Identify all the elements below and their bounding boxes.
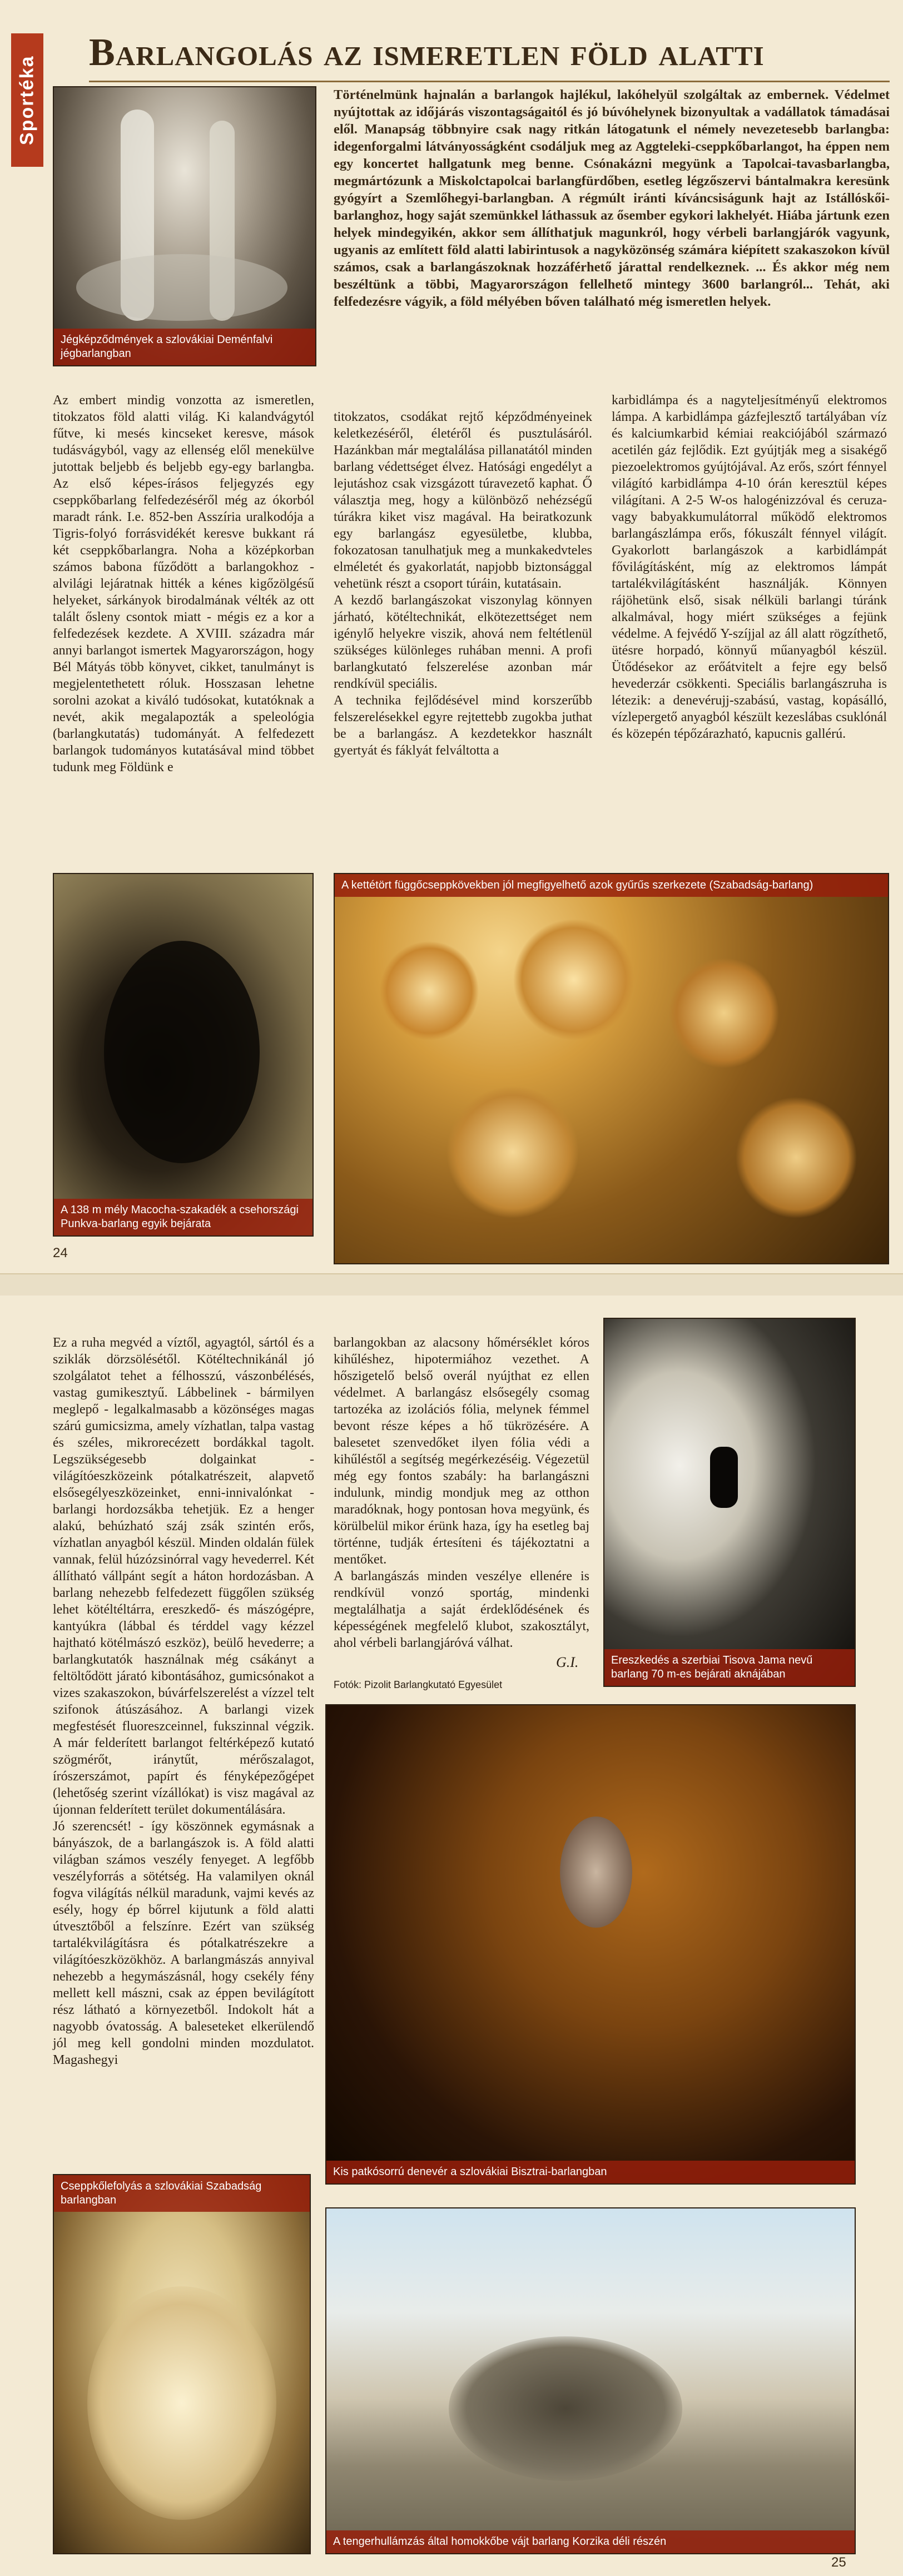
body-text: barlangokban az alacsony hőmérséklet kóros kihűléshez, hipotermiához vezethet. A hőszigetelő belső overál nyújthat ez ellen védelmet. A barlangász elsősegély csomag tartozéka az izolációs fólia, melynek fémmel bevont része képes a hő tükrözésére. A balesetet szenvedőket ilyen fólia védi a kihűléstől a segítség megérkezéséig. Végezetül még egy fontos szabály: ha barlangászni indulunk, mindig mondjuk meg az otthon maradóknak, hogy pontosan hova megyünk, és körülbelül mikor érünk haza, így ha esetleg baj történne, tudják értesíteni és tájékoztatni a mentőket. A barlangászás minden veszélye ellenére is rendkívül vonzó sportág, mindenki megtalálhatja a saját érdeklődésének és képességének megfelelő klubot, szakosztályt, ahol vérbeli barlangjáróvá válhat. [334,1336,589,1650]
photo-caption: Cseppkőlefolyás a szlovákiai Szabadság barlangban [54,2175,310,2212]
page-gutter [0,1273,903,1298]
photo-caption: Kis patkósorrú denevér a szlovákiai Bisztrai-barlangban [326,2161,855,2183]
photo-descent-shaft [603,1318,856,1687]
photo-caption: A 138 m mély Macocha-szakadék a csehországi Punkva-barlang egyik bejárata [54,1199,312,1235]
section-tab: Sportéka [11,33,43,167]
article-title: Barlangolás az ismeretlen föld alatti [89,31,765,74]
page-number: 25 [831,2555,846,2570]
photo-credit: Fotók: Pizolit Barlangkutató Egyesület [334,1679,503,1690]
photo-stalactites [334,873,889,1264]
photo-ice-cave [53,86,316,366]
magazine-page-left [0,0,903,1273]
page-number: 24 [53,1245,68,1260]
photo-bat [325,1704,856,2185]
body-text: karbidlámpa és a nagyteljesítményű elektromos lámpa. A karbidlámpa gázfejlesztő tartályában víz és kalciumkarbid kémiai reakciójából származó acetilén gáz fejlődik. Ezt gyújtják meg a sisakégő piezoelektromos gyújtójával. Az erős, szórt fénnyel világító karbidlámpa 4-10 órán keresztül képes világítani. A 2-5 W-os halogénizzóval és ceruza- vagy babyakkumulátorral működő elektromos barlangászlámpa erős, fókuszált fénnyel világít. Gyakorlott barlangászok a karbidlámpát fővilágításként, míg az elektromos lámpát tartalékvilágításként használják. Könnyen rájöhetünk első, sisak nélküli barlangi túránk alkalmával, hogy miért szükséges a fejünk védelme. A fejvédő Y-szíjjal az áll alatt rögzíthető, ütésre horpadó, könnyű műanyagból készül. Ütődésekor az erőátvitelt a fejre egy belső hevederzár csökkenti. Speciális barlangászruha is létezik: a denevérujj-szabású, vastag, kopásálló, vízlepergető anyagból készült kezeslábas csuklónál és közepén tépőzárazható, kapucnis gallérú. [612,393,887,741]
body-text: Az embert mindig vonzotta az ismeretlen, titokzatos föld alatti világ. Ki kalandvágytól fűtve, ki mesés kincseket keresve, mások tudásvágyból, vagy az ellenség elől menekülve jutottak beljebb és beljebb egy-egy barlangba. Az első képes-írásos feljegyzés egy cseppkőbarlang felfedezéséről még az ókorból maradt ránk. I.e. 852-ben Asszíria uralkodója a Tigris-folyó forrásvidékét keresve bukkant rá két cseppkőbarlangra. Noha a középkorban számos babona fűződött a barlangokhoz - alvilági lejáratnak hitték a kénes kigőzölgésű helyeket, sárkányok birodalmának vélték az ott talált ősleny csontok miatt - mégis ez a kor a felfedezések kezdete. A XVIII. századra már annyi barlangot ismertek Magyarországon, hogy Bél Mátyás több könyvet, cikket, tanulmányt is megjelentethetett róluk. Hosszasan lehetne sorolni azokat a kiváló tudósokat, kutatóknak a nevét, akik megalapozták a speleológia (barlangkutatás) tudományát. A felfedezett barlangok tudományos kutatásával mind többet tudunk meg Földünk e [53,393,314,775]
lead-paragraph: Történelmünk hajnalán a barlangok hajlékul, lakóhelyül szolgáltak az embernek. Védelmet nyújtottak az időjárás viszontagságaitól és jó búvóhelynek bizonyultak a vadállatok támadásai elől. Manapság többnyire csak nagy ritkán látogatunk el némely nevezetesebb barlangba: idegenforgalmi látványosságként csodáljuk meg az Aggteleki-cseppkőbarlangot, ha éppen nem egy koncertet hallgatunk meg benne. Csónakázni megyünk a Tapolcai-tavasbarlangba, megmártózunk a Miskolctapolcai barlangfürdőben, esetleg légzőszervi bántalmakra keresünk gyógyírt a Szemlőhegyi-barlangban. A régmúlt iránti kíváncsiságunk hajt az Istállóskői-barlanghoz, hogy saját szemünkkel láthassuk az ősember egykori lakhelyét. Hiába jártunk ezen helyek mindegyikén, akkor sem állíthatjuk magunkról, hogy vérbeli barlangjárók vagyunk, ugyanis az említett föld alatti labirintusok a nagyközönség számára kiépített szakaszokon kívül számos, csak a barlangászoknak hozzáférhető járattal rendelkeznek. ... És akkor még nem beszéltünk a többi, Magyarországon fellelhető mintegy 3600 barlangról... Tehát, aki felfedezésre vágyik, a föld mélyében bőven található még ismeretlen helyek. [334,87,890,309]
body-text: Ez a ruha megvéd a víztől, agyagtól, sártól és a sziklák dörzsölésétől. Kötéltechnikánál jó szolgálatot tehet a félhosszú, vászonbélésés, vastag gumikesztyű. Lábbelinek - bármilyen meglepő - legalkalmasabb a közönséges magas szárú gumicsizma, amely vízhatlan, talpa vastag és széles, mikrorecézett bordákkal tagolt. Legszükségesebb dolgainkat - világítóeszközeink pótalkatrészeit, alapvető elsősegélyeszközeinket, enni-innivalónkat - barlangi hordozsákba tehetjük. Ez a henger alakú, behúzható száj zsák szintén erős, vízhatlan anyagból készül. Minden oldalán fülek vannak, felül húzózsinórral vagy hevederrel. Két állítható vállpánt segít a háton hordozásban. A barlang nehezebb felfedezett függőlen szükség lehet kötéltéltárra, ereszkedő- és mászógépre, kantyúkra (lábbal és térddel vagy kézzel hajtható kötélmászó eszköz), beülő hevederre; a barlangkutatók használnak még csákányt a feltöltődött járató kibontásához, gumicsónakot a vizes szakaszokon, búvárfelszerelést a vízzel telt szifonok átúszásához. A barlangi vizek megfestését fluoreszceinnel, fukszinnal végzik. A már felderített barlangot feltérképező kutató szögmérőt, iránytűt, mérőszalagot, írószerszámot, papírt és fényképezőgépet (lehetőség szerint vízállókat) is visz magával az újonnan felderített terület dokumentálására. Jó szerencsét! - így köszönnek egymásnak a bányászok, de a barlangászok is. A föld alatti világban számos veszély fenyeget. A legfőbb veszélyforrás a sötétség. Ha valamilyen oknál fogva világítás nélkül maradunk, vajmi kevés az esély, hogy ép bőrrel kijutunk a föld alatti útvesztőből a felszínre. Ezért van szükség tartalékvilágításra és pótalkatrészekre a világítóeszközökhöz. A barlangmászás annyival nehezebb a hegymászásnál, hogy csekély fény mellett kell mászni, csak az éppen bevilágított rész látható a környezetből. Indokolt hát a nagyobb óvatosság. A baleseteket elkerülendő jól meg kell gondolni minden mozdulatot. Magashegyi [53,1336,314,2067]
photo-flowstone [53,2174,311,2554]
photo-macocha-abyss [53,873,314,1237]
photo-caption: A tengerhullámzás által homokkőbe vájt barlang Korzika déli részén [326,2530,855,2553]
body-text: titokzatos, csodákat rejtő képződményeinek keletkezéséről, életéről és pusztulásáról. Hazánkban már megtalálása pillanatától minden barlang védettséget élvez. Hatósági engedélyt a lejutáshoz csak vizsgázott túravezető kaphat. Ő választja meg, hogy a különböző nehézségű túrákra kiket visz magával. Ha beiratkozunk egy barlangász egyesületbe, klubba, fokozatosan tanulhatjuk meg a munkakedvteles elméletét és gyakorlatát, napjobb biztonsággal vehetünk részt a csoport túráin, kutatásain. A kezdő barlangászokat viszonylag könnyen járható, kötéltechnikát, elkötezettséget nem igénylő helyekre viszik, ahová nem feltétlenül szükséges különleges ruhában menni. A profi barlangkutató felszerelése azonban már rendkívül speciális. A technika fejlődésével mind korszerűbb felszerelésekkel egyre rejtettebb zugokba juthat be a barlangász. A kezdetekkor használt gyertyát és fáklyát felváltotta a [334,410,592,758]
photo-caption: Ereszkedés a szerbiai Tisova Jama nevű barlang 70 m-es bejárati aknájában [604,1649,855,1686]
author-signature: G.I. [556,1654,579,1670]
photo-caption: Jégképződmények a szlovákiai Deménfalvi jégbarlangban [54,329,315,365]
body-column-1 [53,392,314,779]
photo-corsica-sea-cave [325,2207,856,2554]
title-divider [89,81,890,82]
body-column-2 [334,1318,589,1671]
magazine-page-right [0,1296,903,2576]
body-column-3 [612,392,887,746]
body-column-2 [334,392,592,779]
body-column-1 [53,1318,314,2088]
photo-caption: A kettétört függőcseppkövekben jól megfigyelhető azok gyűrűs szerkezete (Szabadság-barlang) [335,874,888,897]
